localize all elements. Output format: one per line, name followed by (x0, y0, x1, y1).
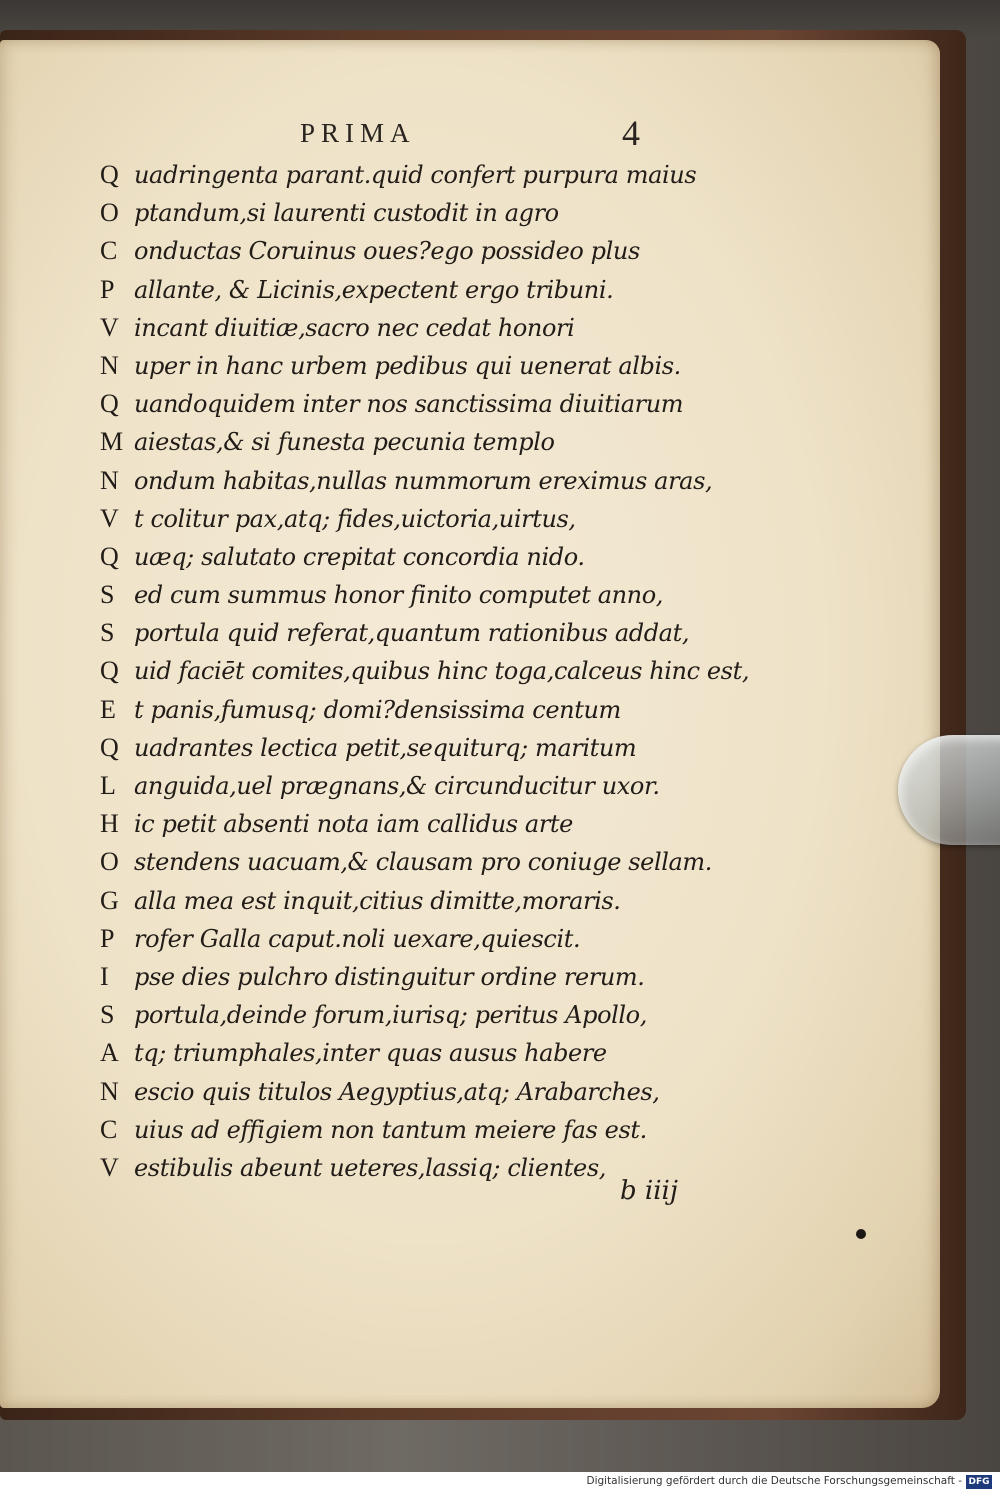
verse-text: uper in hanc urbem pedibus qui uenerat albis. (134, 351, 681, 380)
verse-line (100, 920, 740, 958)
verse-initial: Q (100, 160, 119, 189)
verse-line (100, 347, 740, 385)
verse-line (100, 500, 740, 538)
verse-line (100, 652, 750, 690)
verse-initial: S (100, 618, 115, 648)
verse-text: escio quis titulos Aegyptius,atq; Arabarches, (134, 1077, 660, 1106)
verse-text: portula,deinde forum,iurisq; peritus Apollo, (134, 1001, 647, 1030)
verse-initial: N (100, 1076, 119, 1106)
verse-initial: L (100, 771, 116, 800)
verse-text: anguida,uel prægnans,& circunducitur uxor. (134, 772, 660, 800)
verse-text: alla mea est inquit,citius dimitte,moraris. (134, 886, 621, 915)
verse-line (100, 156, 740, 194)
verse-initial: C (100, 236, 117, 266)
verse-text: uadrantes lectica petit,sequiturq; maritum (134, 733, 637, 762)
verse-line (100, 271, 740, 309)
verse-text: t colitur pax,atq; fides,uictoria,uirtus, (134, 504, 576, 533)
verse-text: aiestas,& si funesta pecunia templo (134, 428, 555, 457)
verse-initial: Q (100, 389, 119, 419)
verse-text: rofer Galla caput.noli uexare,quiescit. (134, 924, 581, 953)
verse-initial: Q (100, 656, 119, 686)
verse-text: ondum habitas,nullas nummorum ereximus aras, (134, 466, 713, 495)
verse-initial: Q (100, 732, 119, 762)
verse-text: onductas Coruinus oues?ego possideo plus (134, 237, 640, 266)
verse-initial: O (100, 198, 119, 228)
verse-initial: C (100, 1114, 117, 1144)
verse-line (100, 462, 740, 500)
verse-initial: V (100, 503, 119, 533)
verse-line (100, 614, 740, 652)
verse-text: tq; triumphales,inter quas ausus habere (134, 1039, 607, 1068)
verse-text: ic petit absenti nota iam callidus arte (134, 810, 573, 839)
verse-line (100, 309, 740, 347)
verse-text: estibulis abeunt ueteres,lassiq; clientes, (134, 1153, 606, 1182)
verse-initial: G (100, 885, 119, 915)
verse-line (100, 729, 740, 767)
verse-text: stendens uacuam,& clausam pro coniuge sellam. (134, 848, 712, 877)
verse-line (100, 232, 740, 270)
verse-line (100, 538, 740, 576)
funding-credit: Digitalisierung gefördert durch die Deutsche Forschungsgemeinschaft - (586, 1475, 962, 1487)
verse-initial: E (100, 694, 116, 724)
verse-initial: N (100, 350, 119, 380)
verse-text: t panis,fumusq; domi?densissima centum (134, 695, 621, 724)
verse-initial: Q (100, 541, 119, 571)
verse-line (100, 882, 740, 920)
verse-text: incant diuitiæ,sacro nec cedat honori (134, 313, 575, 342)
verse-text: uius ad effigiem non tantum meiere fas est. (134, 1115, 647, 1144)
verse-text: uandoquidem inter nos sanctissima diuitiarum (134, 390, 684, 419)
verse-initial: P (100, 923, 115, 953)
verse-initial: I (100, 961, 109, 991)
page-header (300, 112, 660, 152)
verse-initial: A (100, 1038, 119, 1068)
verse-line (100, 691, 740, 729)
verse-initial: V (100, 312, 119, 342)
page-clip (898, 735, 1000, 845)
ink-speck (856, 1229, 866, 1239)
verse-text: ed cum summus honor finito computet anno, (134, 581, 663, 610)
verse-line (100, 1111, 740, 1149)
verse-line (100, 423, 740, 461)
verse-text: uæq; salutato crepitat concordia nido. (134, 542, 585, 571)
verse-initial: M (100, 427, 123, 457)
verse-text: allante, & Licinis,expectent ergo tribuni. (134, 275, 614, 304)
signature-mark: b iiij (620, 1176, 678, 1206)
page-number: 4 (622, 113, 640, 153)
verse-text: ptandum,si laurenti custodit in agro (134, 199, 559, 228)
dfg-logo: DFG (966, 1475, 992, 1489)
verse-line (100, 576, 740, 614)
verse-initial: H (100, 809, 119, 839)
verse-text: pse dies pulchro distinguitur ordine rerum. (134, 962, 645, 991)
verse-initial: S (100, 580, 115, 610)
running-title: PRIMA (300, 118, 416, 148)
verse-line (100, 958, 740, 996)
verse-initial: P (100, 274, 115, 304)
verse-text: uid faciēt comites,quibus hinc toga,calceus hinc est, (134, 657, 750, 686)
verse-text: uadringenta parant.quid confert purpura maius (134, 161, 697, 189)
verse-list (100, 156, 750, 1187)
verse-initial: S (100, 1000, 115, 1030)
verse-line (100, 996, 740, 1034)
verse-line (100, 1034, 740, 1072)
verse-initial: O (100, 847, 119, 877)
verse-line (100, 767, 740, 805)
verse-line (100, 805, 740, 843)
digitization-footer (0, 1472, 1000, 1493)
verse-line (100, 1073, 740, 1111)
verse-initial: V (100, 1152, 119, 1182)
verse-line (100, 843, 740, 881)
verse-initial: N (100, 465, 119, 495)
verse-line (100, 385, 740, 423)
verse-line (100, 194, 740, 232)
verse-text: portula quid referat,quantum rationibus addat, (134, 619, 690, 648)
